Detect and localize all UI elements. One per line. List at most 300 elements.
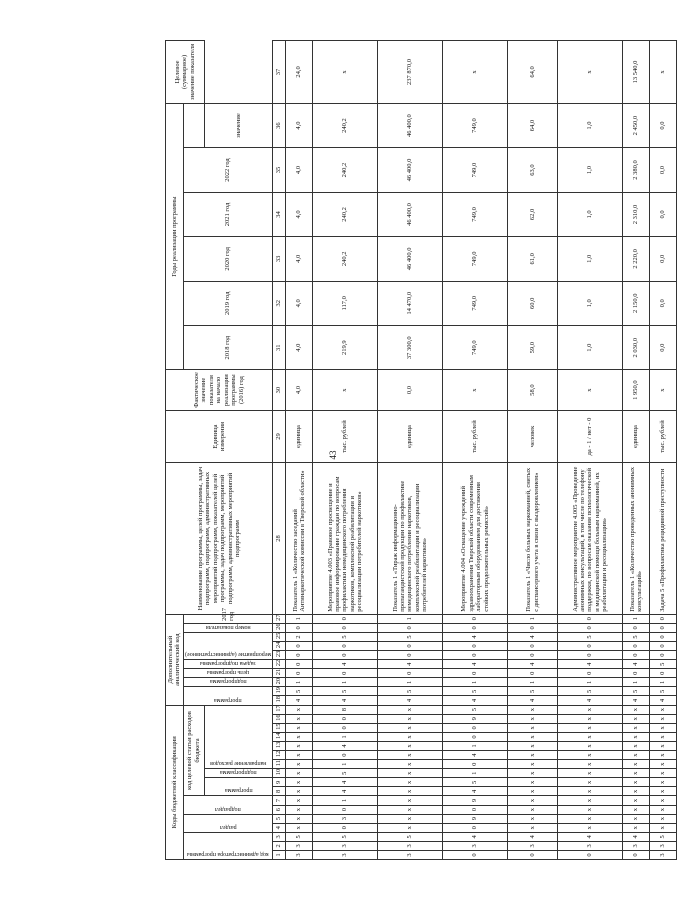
row-year-value: 64,0 (508, 103, 558, 147)
table-row (650, 41, 677, 860)
table-row (623, 41, 650, 860)
year-2018-header: 2018 год (183, 325, 272, 369)
code-digit: 4 (443, 632, 508, 641)
row-year-value: 46 400,0 (378, 148, 443, 192)
row-year-value: 61,0 (508, 237, 558, 281)
code-digit: 0 (443, 732, 508, 741)
code-digit: х (508, 723, 558, 732)
code-digit: х (623, 732, 650, 741)
row-year-value: 0,0 (650, 148, 677, 192)
code-digit: 5 (313, 632, 378, 641)
code-digit: 1 (286, 614, 313, 623)
row-name: Показатель 1 «Количество проведенных анонимных консультаций» (623, 463, 650, 614)
row-year-value: 749,0 (443, 237, 508, 281)
code-digit: 0 (443, 669, 508, 678)
column-number: 31 (273, 325, 286, 369)
code-digit: 0 (378, 669, 443, 678)
column-number: 18 (273, 696, 286, 705)
code-digit: 0 (378, 651, 443, 660)
code-digit: 4 (313, 787, 378, 796)
code-digit: 1 (508, 614, 558, 623)
column-number: 5 (273, 814, 286, 823)
row-year-value: 2 220,0 (623, 237, 650, 281)
code-digit: х (286, 823, 313, 832)
code-digit: х (558, 796, 623, 805)
row-year-value: 2 310,0 (623, 192, 650, 236)
column-number: 34 (273, 192, 286, 236)
target-value-header: значение (204, 103, 273, 147)
code-digit: х (650, 714, 677, 723)
code-digit: 1 (443, 741, 508, 750)
code-digit: х (558, 787, 623, 796)
code-digit: 0 (650, 623, 677, 632)
code-digit: 5 (650, 832, 677, 841)
row-year-value: 2 150,0 (623, 281, 650, 325)
code-digit: х (558, 723, 623, 732)
year-2019-header: 2019 год (183, 281, 272, 325)
row-year-value: 2 030,0 (623, 325, 650, 369)
name-header: Наименование программы, целей программы, задач подпрограмм, подпрограмм, административных мероприятий подпрограмм, показателей целей программы, задач подпрограмм, мероприятий подпрограмм, административных мероприятий подпрограмм (166, 463, 273, 614)
code-digit: х (623, 787, 650, 796)
column-number: 21 (273, 669, 286, 678)
code-digit: 4 (313, 660, 378, 669)
code-digit: х (558, 705, 623, 714)
code-digit: х (623, 741, 650, 750)
code-digit: х (286, 805, 313, 814)
code-digit: 1 (378, 614, 443, 623)
code-digit: х (508, 705, 558, 714)
code-digit: 3 (378, 841, 443, 850)
year-2021-header: 2021 год (183, 192, 272, 236)
row-year-value: 4,0 (286, 281, 313, 325)
code-digit: х (650, 741, 677, 750)
code-digit: 0 (286, 623, 313, 632)
row-fact: х (558, 370, 623, 410)
code-digit: 4 (443, 660, 508, 669)
code-digit: 5 (286, 832, 313, 841)
code-digit: 5 (443, 687, 508, 696)
column-number: 6 (273, 805, 286, 814)
code-digit: х (650, 823, 677, 832)
code-digit: 0 (313, 805, 378, 814)
code-digit: 0 (286, 669, 313, 678)
row-fact: 58,0 (508, 370, 558, 410)
code-digit: х (378, 705, 443, 714)
code-digit: 8 (313, 705, 378, 714)
row-name: Показатель 1 «Количество заседаний Антинаркотической комиссии в Тверской области» (286, 463, 313, 614)
code-digit: х (558, 823, 623, 832)
row-target: х (443, 41, 508, 104)
code-digit: 0 (650, 641, 677, 650)
years-header: Годы реализации программы (166, 103, 184, 370)
code-digit: 3 (650, 841, 677, 850)
code-digit: 9 (443, 714, 508, 723)
code-digit: 0 (623, 850, 650, 859)
column-number: 26 (273, 623, 286, 632)
column-number: 16 (273, 714, 286, 723)
target-header: Целевое (суммарное) значение показателя (166, 41, 205, 104)
code-digit: х (558, 751, 623, 760)
row-year-value: 219,9 (313, 325, 378, 369)
code-digit: х (286, 705, 313, 714)
code-digit: 4 (443, 696, 508, 705)
code-digit: 0 (286, 660, 313, 669)
budget-codes-header: Коды бюджетной классификации (166, 705, 184, 859)
column-number: 20 (273, 678, 286, 687)
code-digit: 3 (378, 850, 443, 859)
row-year-value: 62,0 (508, 192, 558, 236)
code-digit: 0 (443, 760, 508, 769)
code-digit: 0 (650, 651, 677, 660)
row-target: 237 870,0 (378, 41, 443, 104)
code-digit: 0 (558, 623, 623, 632)
code-digit: 0 (650, 669, 677, 678)
section-header: раздел (183, 814, 272, 832)
row-year-value: 37 300,0 (378, 325, 443, 369)
row-unit: тыс. рублей (650, 410, 677, 463)
code-digit: х (623, 751, 650, 760)
code-digit: 1 (623, 614, 650, 623)
code-digit: х (508, 787, 558, 796)
column-number: 27 (273, 614, 286, 623)
code-digit: 0 (558, 641, 623, 650)
code-digit: 1 (558, 678, 623, 687)
code-digit: х (558, 814, 623, 823)
code-digit: х (650, 751, 677, 760)
row-year-value: 749,0 (443, 192, 508, 236)
page-number: 43 (328, 450, 338, 460)
code-digit: 5 (313, 832, 378, 841)
row-year-value: 749,0 (443, 281, 508, 325)
row-unit: единица (623, 410, 650, 463)
program-code-header: программа (204, 778, 273, 796)
code-digit: 0 (443, 723, 508, 732)
code-digit: 0 (443, 850, 508, 859)
code-digit: 4 (443, 832, 508, 841)
code-digit: 4 (508, 696, 558, 705)
code-digit: х (286, 723, 313, 732)
code-digit: х (508, 732, 558, 741)
row-target: х (313, 41, 378, 104)
code-digit: х (508, 751, 558, 760)
code-digit: 4 (650, 696, 677, 705)
code-digit: 3 (286, 841, 313, 850)
code-digit: х (508, 814, 558, 823)
row-year-value: 1,0 (558, 237, 623, 281)
row-fact: х (313, 370, 378, 410)
row-year-value: 46 400,0 (378, 103, 443, 147)
code-digit: 0 (443, 623, 508, 632)
code-digit: 0 (558, 669, 623, 678)
row-unit: да - 1 / нет - 0 (558, 410, 623, 463)
row-year-value: 749,0 (443, 325, 508, 369)
column-number: 11 (273, 760, 286, 769)
code-digit: 0 (558, 850, 623, 859)
code-digit: х (650, 796, 677, 805)
code-digit: 0 (378, 641, 443, 650)
code-digit: 4 (558, 660, 623, 669)
code-digit: 5 (443, 778, 508, 787)
code-digit: 1 (286, 678, 313, 687)
code-digit: 5 (378, 632, 443, 641)
code-digit: 3 (443, 841, 508, 850)
table-row (378, 41, 443, 860)
column-number: 19 (273, 687, 286, 696)
row-year-value: 4,0 (286, 325, 313, 369)
code-digit: 5 (650, 660, 677, 669)
code-digit: х (623, 823, 650, 832)
column-number: 8 (273, 787, 286, 796)
code-digit: 5 (313, 687, 378, 696)
code-digit: 9 (443, 814, 508, 823)
code-digit: х (650, 805, 677, 814)
code-digit: х (286, 778, 313, 787)
code-digit: 0 (623, 623, 650, 632)
column-number: 22 (273, 660, 286, 669)
column-number: 13 (273, 741, 286, 750)
row-fact: х (443, 370, 508, 410)
code-digit: 5 (508, 687, 558, 696)
code-digit: 1 (313, 760, 378, 769)
code-digit: 4 (443, 751, 508, 760)
code-digit: 1 (313, 796, 378, 805)
row-year-value: 240,2 (313, 103, 378, 147)
code-digit: х (623, 796, 650, 805)
code-digit: 0 (558, 651, 623, 660)
code-digit: х (378, 823, 443, 832)
row-year-value: 0,0 (650, 192, 677, 236)
row-year-value: 1,0 (558, 103, 623, 147)
direction-code-header: направление расходов (204, 705, 273, 769)
code-digit: х (508, 805, 558, 814)
code-digit: 0 (623, 641, 650, 650)
table-row (286, 41, 313, 860)
code-digit: х (508, 823, 558, 832)
code-digit: х (650, 778, 677, 787)
row-year-value: 14 470,0 (378, 281, 443, 325)
code-digit: 9 (443, 796, 508, 805)
row-name: Мероприятие 4.003 «Правовое просвещение и правовое информирование граждан по вопросам профилактики немедицинского потребления наркотиков, комплексной реабилитации и ресоциализации потребителей наркотиков» (313, 463, 378, 614)
code-digit: 4 (313, 778, 378, 787)
code-digit: х (378, 741, 443, 750)
code-digit: х (286, 732, 313, 741)
column-number: 17 (273, 705, 286, 714)
analytic-goal-header: цель программы (183, 669, 272, 678)
column-number: 1 (273, 850, 286, 859)
row-name: Задача 5 «Профилактика рецидивной преступности (650, 463, 677, 614)
code-digit: 1 (443, 769, 508, 778)
code-digit: х (558, 778, 623, 787)
analytic-code-header: Дополнительный аналитический код (166, 614, 184, 705)
row-target: х (650, 41, 677, 104)
row-year-value: 0,0 (650, 325, 677, 369)
analytic-num-header: номер показателя (183, 623, 272, 632)
row-unit: тыс. рублей (313, 410, 378, 463)
row-unit: тыс. рублей (443, 410, 508, 463)
code-digit: х (378, 805, 443, 814)
code-digit: х (378, 796, 443, 805)
column-number: 4 (273, 823, 286, 832)
row-target: 24,0 (286, 41, 313, 104)
code-digit: х (558, 714, 623, 723)
row-year-value: 4,0 (286, 103, 313, 147)
row-fact: 1 950,0 (623, 370, 650, 410)
code-digit: 0 (650, 614, 677, 623)
code-digit: 3 (623, 841, 650, 850)
row-year-value: 0,0 (650, 103, 677, 147)
column-number: 24 (273, 641, 286, 650)
code-digit: х (623, 723, 650, 732)
code-digit: х (508, 778, 558, 787)
code-digit: 0 (443, 651, 508, 660)
code-digit: х (508, 796, 558, 805)
row-year-value: 2 380,0 (623, 148, 650, 192)
row-year-value: 240,2 (313, 237, 378, 281)
code-digit: 0 (443, 805, 508, 814)
row-year-value: 0,0 (650, 237, 677, 281)
column-number: 35 (273, 148, 286, 192)
column-number: 23 (273, 651, 286, 660)
row-target: 13 540,0 (623, 41, 650, 104)
code-digit: 5 (443, 705, 508, 714)
code-digit: х (558, 741, 623, 750)
column-number: 25 (273, 632, 286, 641)
code-digit: 4 (508, 632, 558, 641)
code-digit: 1 (508, 678, 558, 687)
column-number: 15 (273, 723, 286, 732)
code-digit: 0 (650, 632, 677, 641)
code-digit: х (286, 769, 313, 778)
code-digit: х (378, 723, 443, 732)
code-digit: 4 (378, 696, 443, 705)
code-digit: 4 (378, 660, 443, 669)
code-digit: х (286, 760, 313, 769)
code-digit: 3 (286, 850, 313, 859)
code-digit: х (286, 751, 313, 760)
column-number: 3 (273, 832, 286, 841)
code-digit: 0 (508, 623, 558, 632)
code-digit: х (378, 769, 443, 778)
column-number: 37 (273, 41, 286, 104)
year-2022-header: 2022 год (183, 148, 272, 192)
column-number: 12 (273, 751, 286, 760)
code-digit: 0 (286, 651, 313, 660)
analytic-event-header: мероприятие (административное) (183, 632, 272, 659)
code-digit: 0 (313, 651, 378, 660)
code-digit: 0 (443, 823, 508, 832)
year-2020-header: 2020 год (183, 237, 272, 281)
row-year-value: 4,0 (286, 148, 313, 192)
year-2017-header: 2017 год (183, 614, 272, 623)
code-digit: 5 (623, 632, 650, 641)
code-digit: 5 (378, 832, 443, 841)
analytic-subprogram-header: подпрограмма (183, 678, 272, 687)
code-digit: х (558, 769, 623, 778)
code-digit: 0 (378, 623, 443, 632)
code-digit: х (378, 714, 443, 723)
code-digit: х (623, 814, 650, 823)
code-digit: 4 (443, 787, 508, 796)
column-number: 10 (273, 769, 286, 778)
code-digit: х (378, 751, 443, 760)
code-digit: 3 (558, 841, 623, 850)
row-unit: человек (508, 410, 558, 463)
code-digit: х (623, 714, 650, 723)
code-digit: х (623, 705, 650, 714)
code-digit: 1 (650, 678, 677, 687)
column-number: 33 (273, 237, 286, 281)
analytic-program-header: программа (183, 687, 272, 705)
code-digit: 0 (508, 669, 558, 678)
code-digit: х (650, 760, 677, 769)
row-target: х (558, 41, 623, 104)
code-digit: 0 (286, 641, 313, 650)
code-digit: 1 (313, 732, 378, 741)
code-digit: 5 (558, 632, 623, 641)
code-digit: 4 (558, 832, 623, 841)
table-row (558, 41, 623, 860)
row-year-value: 1,0 (558, 325, 623, 369)
code-digit: 5 (623, 687, 650, 696)
code-digit: 0 (313, 669, 378, 678)
code-digit: 3 (313, 850, 378, 859)
code-digit: 5 (650, 687, 677, 696)
code-digit: х (650, 732, 677, 741)
code-digit: 1 (623, 678, 650, 687)
code-digit: х (558, 760, 623, 769)
code-digit: х (623, 769, 650, 778)
row-name: Административное мероприятие 4.005 «Проведение анонимных консультаций, в том числе по телефону поддержки, по вопросам оказания психологической и медицинской помощи больным наркоманией, их реабилитации и ресоциализации» (558, 463, 623, 614)
code-digit: х (286, 796, 313, 805)
row-year-value: 2 450,0 (623, 103, 650, 147)
code-digit: х (508, 769, 558, 778)
code-digit: х (558, 805, 623, 814)
code-digit: 0 (623, 669, 650, 678)
code-digit: х (286, 787, 313, 796)
code-digit: х (650, 769, 677, 778)
code-digit: 0 (623, 651, 650, 660)
code-digit: х (650, 814, 677, 823)
code-digit: 1 (378, 678, 443, 687)
code-digit: 4 (508, 832, 558, 841)
code-digit: 5 (313, 769, 378, 778)
row-unit: единица (286, 410, 313, 463)
code-digit: 0 (443, 614, 508, 623)
column-number: 28 (273, 463, 286, 614)
code-digit: 4 (623, 660, 650, 669)
code-digit: х (623, 760, 650, 769)
code-digit: 0 (313, 614, 378, 623)
row-fact: х (650, 370, 677, 410)
code-digit: х (508, 714, 558, 723)
column-numbers-row (273, 41, 286, 860)
column-number: 30 (273, 370, 286, 410)
row-year-value: 59,0 (508, 325, 558, 369)
code-digit: 4 (508, 660, 558, 669)
table-row (508, 41, 558, 860)
row-year-value: 749,0 (443, 148, 508, 192)
row-unit: единица (378, 410, 443, 463)
budget-table (165, 40, 677, 860)
row-name: Показатель 1 «Тираж информационно-пропагандистской продукции по профилактике немедицинского потребления наркотиков, комплексной реабилитации и ресоциализации потребителей наркотиков» (378, 463, 443, 614)
code-digit: 3 (313, 814, 378, 823)
code-digit: 0 (313, 623, 378, 632)
code-digit: 3 (650, 850, 677, 859)
row-year-value: 46 400,0 (378, 237, 443, 281)
code-digit: 4 (623, 832, 650, 841)
code-digit: х (378, 732, 443, 741)
code-digit: х (286, 714, 313, 723)
